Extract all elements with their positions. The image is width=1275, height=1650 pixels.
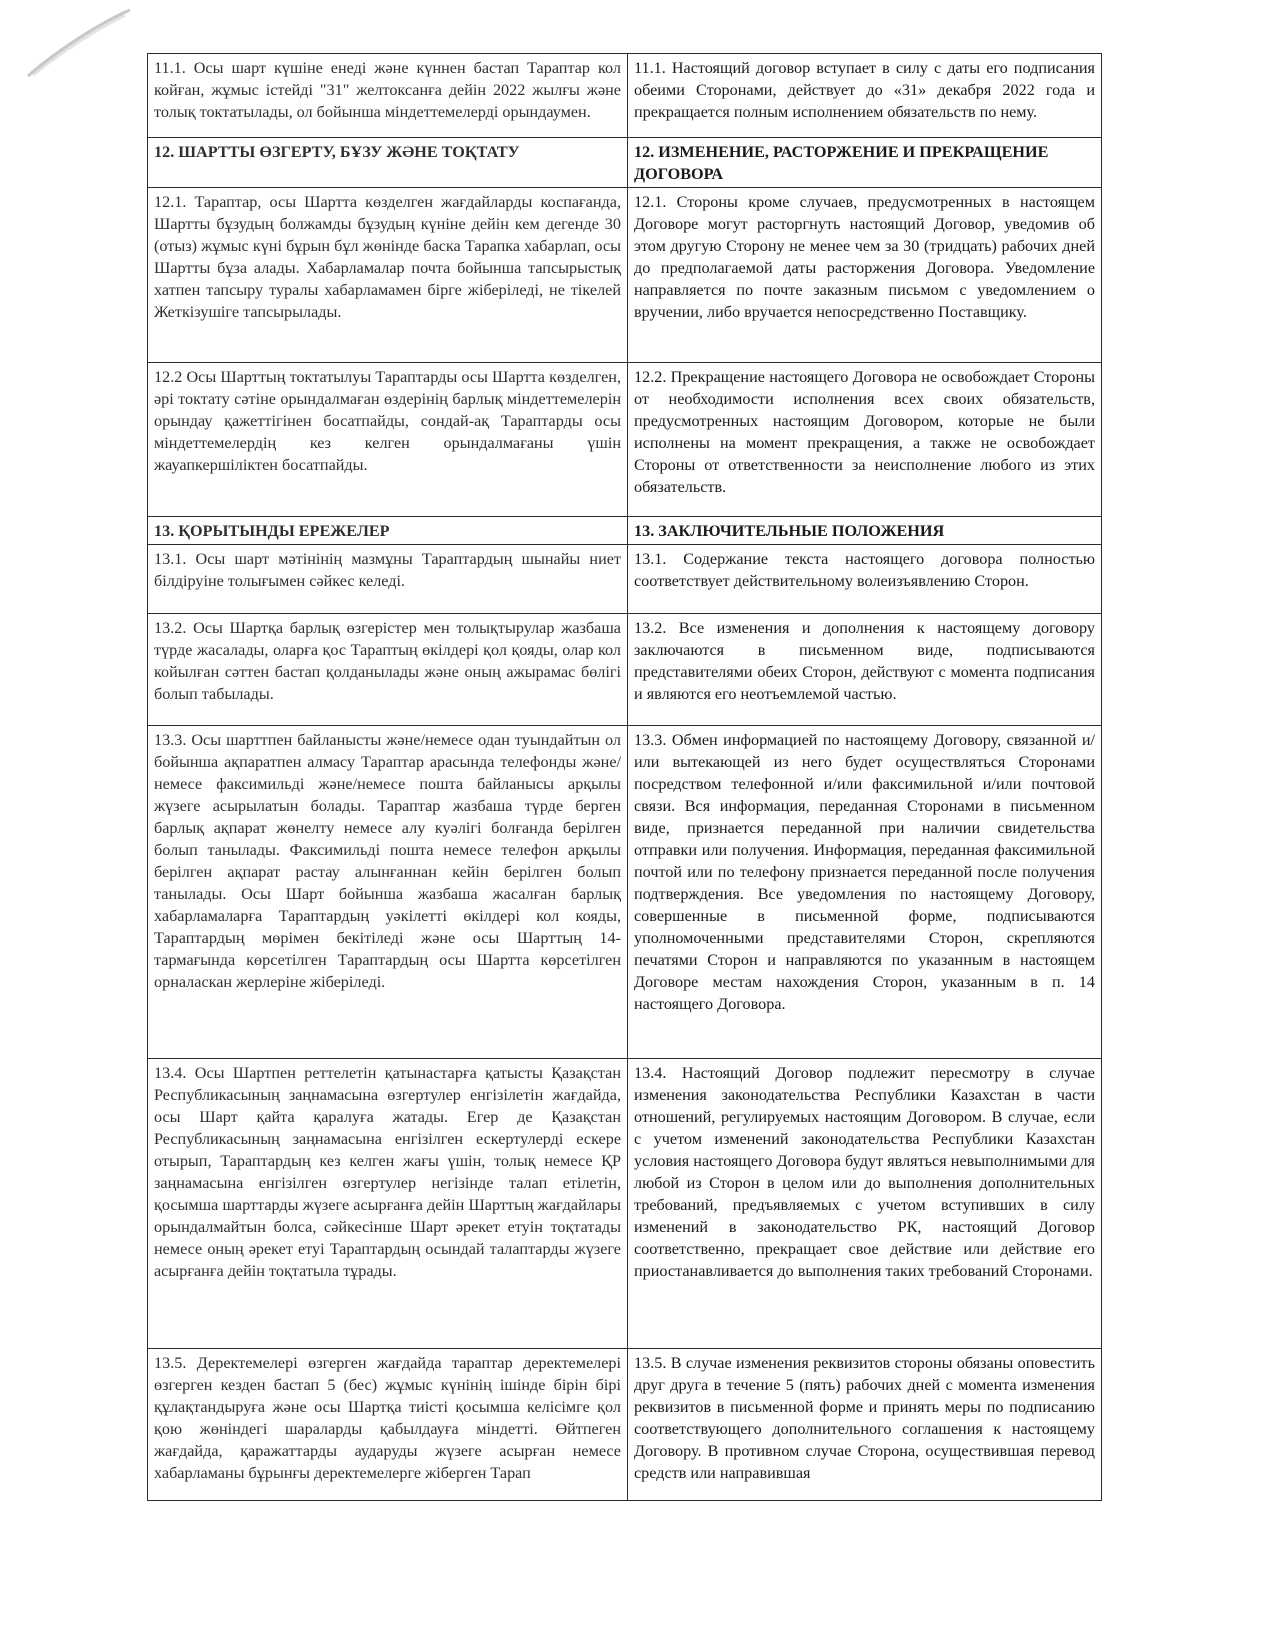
table-row bbox=[148, 614, 1102, 726]
kz-clause-13-5: 13.5. Деректемелері өзгерген жағдайда тараптар деректемелері өзгерген кезден бастап 5 (бес) жұмыс күнінің ішінде бірін бірі құлақтандыруға және осы Шартқа тиісті қосымша келісімге қол қою жөніндегі шараларды қабылдауға міндетті. Өйтпеген жағдайда, қаражаттарды аударуды жүзеге асырған немесе хабарламаны бұрынғы деректемелерге жіберген Тарап bbox=[148, 1349, 628, 1501]
table-row bbox=[148, 188, 1102, 363]
kz-clause-12-1: 12.1. Тараптар, осы Шартта көзделген жағдайларды коспағанда, Шартты бұзудың болжамды бұзудың күніне дейін кем дегенде 30 (отыз) жұмыс күні бұрын бұл жөнінде баска Тарапка хабарлап, осы Шартты бұза алады. Хабарламалар почта бойынша тапсырыстық хатпен тапсыру туралы хабарламамен бірге жіберіледі, не тікелей Жеткізушіге тапсырылады. bbox=[148, 188, 628, 363]
table-row bbox=[148, 726, 1102, 1059]
ru-clause-13-5: 13.5. В случае изменения реквизитов стороны обязаны оповестить друг друга в течение 5 (пять) рабочих дней с момента изменения реквизитов в письменной форме и принять меры по подписанию соответствующего дополнительного соглашения к настоящему Договору. В противном случае Сторона, осуществившая перевод средств или направившая bbox=[628, 1349, 1102, 1501]
ru-clause-12-1: 12.1. Стороны кроме случаев, предусмотренных в настоящем Договоре могут расторгнуть настоящий Договор, уведомив об этом другую Сторону не менее чем за 30 (тридцать) рабочих дней до предполагаемой даты расторжения Договора. Уведомление направляется по почте заказным письмом с уведомлением о вручении, либо вручается непосредственно Поставщику. bbox=[628, 188, 1102, 363]
ru-clause-11-1: 11.1. Настоящий договор вступает в силу с даты его подписания обеими Сторонами, действует до «31» декабря 2022 года и прекращается полным исполнением обязательств по нему. bbox=[628, 54, 1102, 138]
contract-bilingual-table bbox=[147, 53, 1102, 1501]
ru-clause-13-4: 13.4. Настоящий Договор подлежит пересмотру в случае изменения законодательства Республики Казахстан в части отношений, регулируемых настоящим Договором. В случае, если с учетом изменений законодательства Республики Казахстан условия настоящего Договора будут являться невыполнимыми для любой из Сторон в целом или до выполнения дополнительных требований, предъявляемых с учетом вступивших в силу изменений в законодательство РК, настоящий Договор соответственно, прекращает свое действие или действие его приостанавливается до выполнения таких требований Сторонами. bbox=[628, 1059, 1102, 1349]
table-row bbox=[148, 1059, 1102, 1349]
table-row bbox=[148, 517, 1102, 545]
ru-clause-12-2: 12.2. Прекращение настоящего Договора не освобождает Стороны от необходимости исполнения всех своих обязательств, предусмотренных настоящим Договором, которые не были исполнены на момент прекращения, а также не освобождает Стороны от ответственности за неисполнение любого из этих обязательств. bbox=[628, 363, 1102, 517]
kz-clause-13-2: 13.2. Осы Шартқа барлық өзгерістер мен толықтырулар жазбаша түрде жасалады, оларға қос Тараптың өкілдері қол қояды, олар кол койылған сәттен бастап қолданылады және оның ажырамас бөлігі болып табылады. bbox=[148, 614, 628, 726]
kz-section-12-heading: 12. ШАРТТЫ ӨЗГЕРТУ, БҰЗУ ЖӘНЕ ТОҚТАТУ bbox=[148, 138, 628, 188]
table-row bbox=[148, 138, 1102, 188]
ru-clause-13-3: 13.3. Обмен информацией по настоящему Договору, связанной и/или вытекающей из него будет осуществляться Сторонами посредством телефонной и/или факсимильной и/или почтовой связи. Вся информация, переданная Сторонами в письменном виде, признается переданной при наличии свидетельства отправки или получения. Информация, переданная факсимильной почтой или по телефону признается переданной после получения подтверждения. Все уведомления по настоящему Договору, совершенные в письменной форме, подписываются уполномоченными представителями Сторон, скрепляются печатями Сторон и направляются по указанным в настоящем Договоре местам нахождения Сторон, указанным в п. 14 настоящего Договора. bbox=[628, 726, 1102, 1059]
kz-clause-12-2: 12.2 Осы Шарттың токтатылуы Тараптарды осы Шартта көзделген, әрі токтату сәтіне орындалмаған өздерінің барлық міндеттемелерін орындау қажеттігінен босатпайды, сондай-ақ Тараптарды осы міндеттемелердің кез келген орындалмағаны үшін жауапкершіліктен босатпайды. bbox=[148, 363, 628, 517]
kz-clause-13-4: 13.4. Осы Шартпен реттелетін қатынастарға қатысты Қазақстан Республикасының заңнамасына өзгертулер енгізілетін жағдайда, осы Шарт қайта қаралуға жатады. Егер де Қазақстан Республикасының заңнамасына енгізілген ескертулерді ескере отырып, Тараптардың кез келген жағы үшін, толық немесе ҚР заңнамасына енгізілген өзгертулер негізінде талап етілетін, қосымша шарттарды жүзеге асырғанға дейін Шарттың жағдайлары орындалмайтын болса, сәйкесінше Шарт әрекет етуін тоқтатады немесе оның әрекет етуі Тараптардың осындай талаптарды жүзеге асырғанға дейін тоқтатыла тұрады. bbox=[148, 1059, 628, 1349]
ru-section-13-heading: 13. ЗАКЛЮЧИТЕЛЬНЫЕ ПОЛОЖЕНИЯ bbox=[628, 517, 1102, 545]
kz-section-13-heading: 13. ҚОРЫТЫНДЫ ЕРЕЖЕЛЕР bbox=[148, 517, 628, 545]
kz-clause-11-1: 11.1. Осы шарт күшіне енеді және күннен бастап Тараптар кол койған, жұмыс істейді "31" желтоксанға дейін 2022 жылғы және толық токтатылады, ол бойынша міндеттемелерді орындаумен. bbox=[148, 54, 628, 138]
kz-clause-13-1: 13.1. Осы шарт мәтінінің мазмұны Тараптардың шынайы ниет білдіруіне толығымен сәйкес келеді. bbox=[148, 545, 628, 614]
page-corner-fold bbox=[0, 0, 130, 90]
kz-clause-13-3: 13.3. Осы шарттпен байланысты және/немесе одан туындайтын ол бойынша ақпаратпен алмасу Тараптар арасында телефонды және/немесе факсимильді және/немесе пошта байланысы арқылы жүзеге асырылатын болады. Тараптар жазбаша түрде берген барлық ақпарат жөнелту немесе алу куәлігі болғанда берілген болып танылады. Факсимильді пошта немесе телефон арқылы берілген ақпарат растау алынғаннан кейін берілген болып танылады. Осы Шарт бойынша жазбаша жасалған барлық хабарламаларға Тараптардың уәкілетті өкілдері кол кояды, Тараптардың мөрімен бекітіледі және осы Шарттың 14-тармағында көрсетілген Тараптардың осы Шартта көрсетілген орналаскан жерлеріне жіберіледі. bbox=[148, 726, 628, 1059]
table-row bbox=[148, 363, 1102, 517]
ru-clause-13-1: 13.1. Содержание текста настоящего договора полностью соответствует действительному волеизъявлению Сторон. bbox=[628, 545, 1102, 614]
table-row bbox=[148, 545, 1102, 614]
ru-section-12-heading: 12. ИЗМЕНЕНИЕ, РАСТОРЖЕНИЕ И ПРЕКРАЩЕНИЕ ДОГОВОРА bbox=[628, 138, 1102, 188]
table-row bbox=[148, 1349, 1102, 1501]
table-row bbox=[148, 54, 1102, 138]
ru-clause-13-2: 13.2. Все изменения и дополнения к настоящему договору заключаются в письменном виде, подписываются представителями обеих Сторон, действуют с момента подписания и являются его неотъемлемой частью. bbox=[628, 614, 1102, 726]
